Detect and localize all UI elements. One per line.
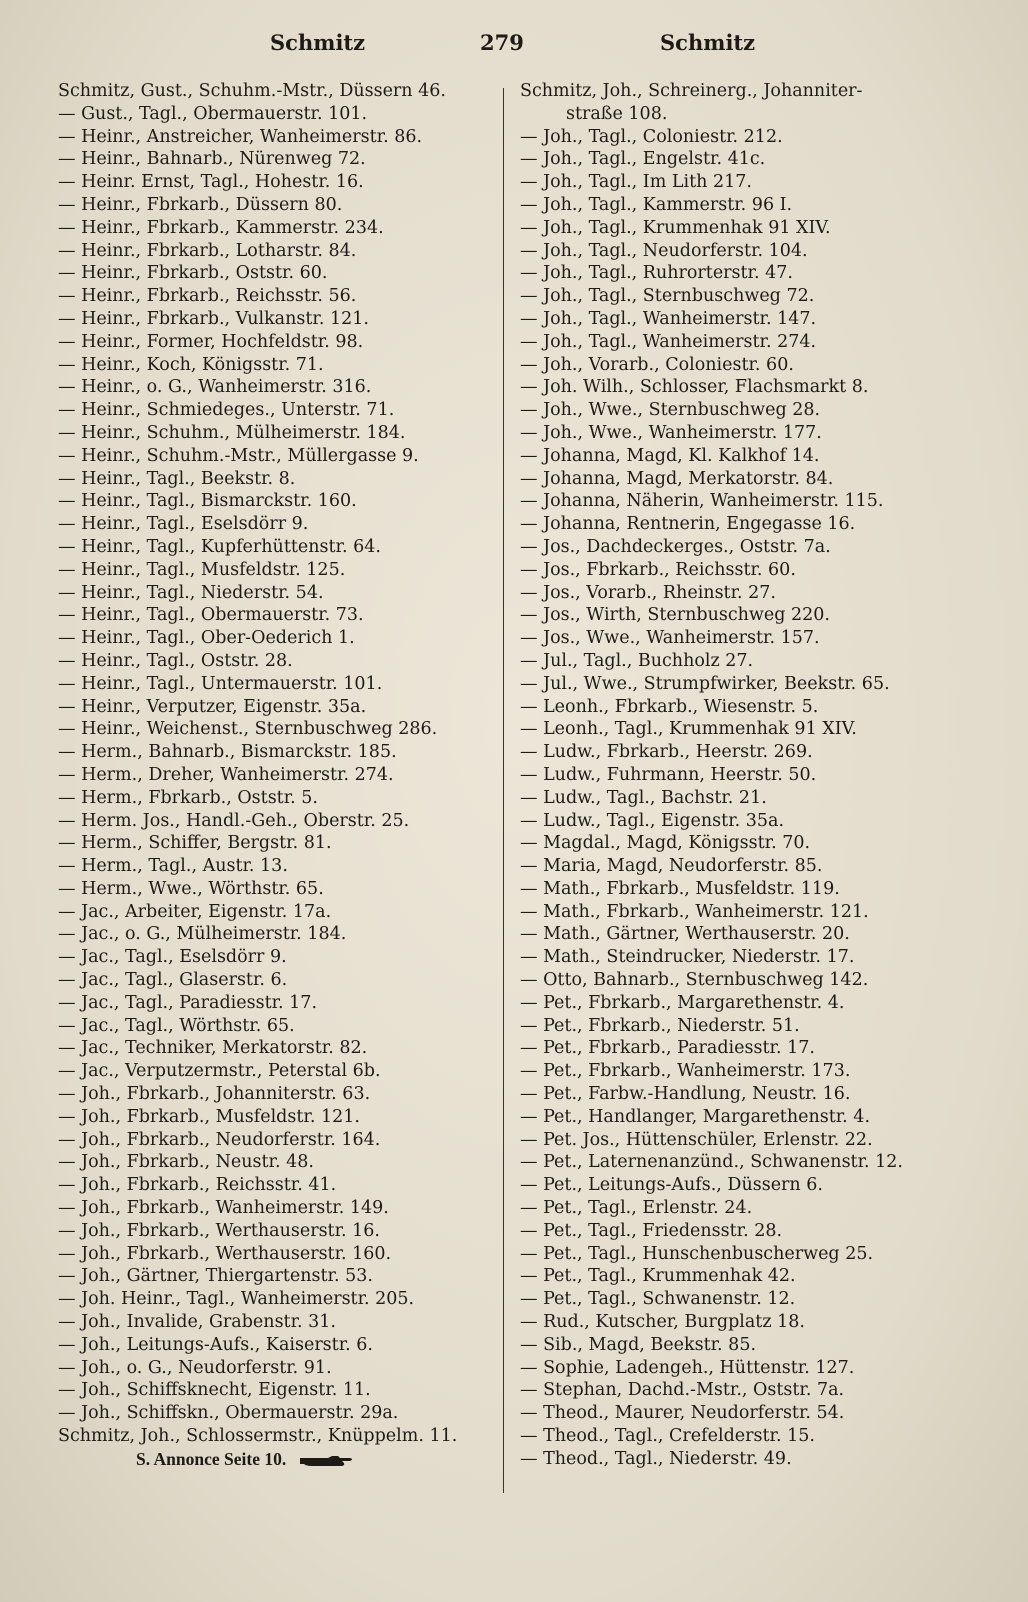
directory-entry: — Ludw., Tagl., Bachstr. 21. [520,787,767,808]
page-number: 279 [480,30,524,55]
directory-entry: — Pet., Fbrkarb., Paradiesstr. 17. [520,1038,815,1059]
directory-entry: — Heinr., Tagl., Obermauerstr. 73. [58,605,364,626]
directory-entry: — Jos., Vorarb., Rheinstr. 27. [520,582,776,603]
directory-entry: — Heinr. Ernst, Tagl., Hohestr. 16. [58,172,364,193]
directory-entry: — Joh., Tagl., Kammerstr. 96 I. [520,194,793,215]
directory-entry: — Joh., Fbrkarb., Musfeldstr. 121. [58,1106,360,1127]
directory-entry: — Joh., Fbrkarb., Werthauserstr. 16. [58,1220,380,1241]
directory-entry: — Herm., Schiffer, Bergstr. 81. [58,833,332,854]
directory-entry: — Joh., Fbrkarb., Johanniterstr. 63. [58,1084,371,1105]
directory-entry: — Heinr., Koch, Königsstr. 71. [58,354,324,375]
directory-entry: — Ludw., Fuhrmann, Heerstr. 50. [520,764,817,785]
directory-entry: — Heinr., Schmiedeges., Unterstr. 71. [58,400,395,421]
directory-entry: — Heinr., Former, Hochfeldstr. 98. [58,331,364,352]
directory-entry: — Joh., Fbrkarb., Reichsstr. 41. [58,1175,337,1196]
directory-entry: — Theod., Tagl., Niederstr. 49. [520,1448,792,1469]
directory-entry: — Otto, Bahnarb., Sternbuschweg 142. [520,970,869,991]
directory-entry: — Johanna, Rentnerin, Engegasse 16. [520,514,856,535]
directory-entry: — Jul., Tagl., Buchholz 27. [520,650,754,671]
directory-entry: — Joh., Schiffsknecht, Eigenstr. 11. [58,1380,371,1401]
directory-entry: — Johanna, Näherin, Wanheimerstr. 115. [520,491,884,512]
directory-entry: — Ludw., Fbrkarb., Heerstr. 269. [520,742,813,763]
directory-entry: — Heinr., Fbrkarb., Vulkanstr. 121. [58,308,369,329]
directory-entry: — Jac., Verputzermstr., Peterstal 6b. [58,1061,381,1082]
directory-entry: — Heinr., Tagl., Beekstr. 8. [58,468,296,489]
directory-entry: — Pet., Tagl., Erlenstr. 24. [520,1198,753,1219]
annonce-text: S. Annonce Seite 10. [136,1448,287,1469]
directory-entry: — Heinr., Verputzer, Eigenstr. 35a. [58,696,367,717]
directory-entry: — Joh., Schiffskn., Obermauerstr. 29a. [58,1403,399,1424]
directory-entry: — Joh., Fbrkarb., Neudorferstr. 164. [58,1129,381,1150]
directory-entry: — Joh., Vorarb., Coloniestr. 60. [520,354,794,375]
directory-entry: — Joh., Wwe., Sternbuschweg 28. [520,400,821,421]
directory-entry: — Jos., Wirth, Sternbuschweg 220. [520,605,830,626]
directory-entry: Schmitz, Gust., Schuhm.-Mstr., Düssern 46. [58,81,446,101]
pointing-hand-icon [298,1453,356,1469]
directory-entry: — Joh. Wilh., Schlosser, Flachsmarkt 8. [520,377,869,398]
directory-entry: — Jac., Tagl., Wörthstr. 65. [58,1015,295,1036]
directory-entry: Schmitz, Joh., Schreinerg., Johanniter- [520,81,863,101]
directory-entry: — Johanna, Magd, Kl. Kalkhof 14. [520,445,820,466]
directory-entry: — Theod., Tagl., Crefelderstr. 15. [520,1426,815,1447]
directory-entry: — Pet., Fbrkarb., Niederstr. 51. [520,1015,800,1036]
directory-entry: — Math., Fbrkarb., Wanheimerstr. 121. [520,901,869,922]
directory-entry: — Joh., Tagl., Engelstr. 41c. [520,149,766,170]
directory-entry: — Pet., Tagl., Krummenhak 42. [520,1266,796,1287]
directory-entry: — Pet., Leitungs-Aufs., Düssern 6. [520,1175,823,1196]
directory-entry: — Joh. Heinr., Tagl., Wanheimerstr. 205. [58,1289,415,1310]
directory-entry: — Magdal., Magd, Königsstr. 70. [520,833,811,854]
directory-entry: — Sophie, Ladengeh., Hüttenstr. 127. [520,1357,855,1378]
directory-entry: — Leonh., Tagl., Krummenhak 91 XIV. [520,719,857,740]
directory-entry: — Pet., Tagl., Schwanenstr. 12. [520,1289,796,1310]
directory-entry: — Pet. Jos., Hüttenschüler, Erlenstr. 22. [520,1129,873,1150]
directory-entry: — Rud., Kutscher, Burgplatz 18. [520,1312,805,1333]
directory-entry: — Heinr., Anstreicher, Wanheimerstr. 86. [58,126,423,147]
directory-entry: — Herm., Dreher, Wanheimerstr. 274. [58,764,394,785]
directory-entry: — Joh., Wwe., Wanheimerstr. 177. [520,422,822,443]
page-header [40,30,990,64]
directory-entry: — Heinr., Fbrkarb., Reichsstr. 56. [58,286,357,307]
directory-entry: — Joh., Leitungs-Aufs., Kaiserstr. 6. [58,1334,373,1355]
directory-entry: — Heinr., Tagl., Musfeldstr. 125. [58,559,346,580]
directory-entry: — Math., Fbrkarb., Musfeldstr. 119. [520,878,840,899]
annonce-note [58,1448,498,1471]
directory-entry: — Jos., Fbrkarb., Reichsstr. 60. [520,559,796,580]
directory-entry: — Ludw., Tagl., Eigenstr. 35a. [520,810,785,831]
directory-entry: — Heinr., Tagl., Bismarckstr. 160. [58,491,357,512]
directory-entry: — Heinr., Tagl., Untermauerstr. 101. [58,673,383,694]
directory-entry: — Pet., Fbrkarb., Wanheimerstr. 173. [520,1061,851,1082]
directory-entry: — Heinr., Tagl., Eselsdörr 9. [58,514,309,535]
directory-entry: — Joh., Tagl., Coloniestr. 212. [520,126,783,147]
directory-entry: — Joh., Tagl., Sternbuschweg 72. [520,286,815,307]
directory-entry: — Pet., Laternenanzünd., Schwanenstr. 12. [520,1152,903,1173]
directory-entry: — Pet., Fbrkarb., Margarethenstr. 4. [520,992,845,1013]
directory-entry: — Gust., Tagl., Obermauerstr. 101. [58,103,368,124]
directory-entry: — Jac., o. G., Mülheimerstr. 184. [58,924,347,945]
directory-entry: — Pet., Tagl., Friedensstr. 28. [520,1220,783,1241]
directory-entry: — Jac., Techniker, Merkatorstr. 82. [58,1038,368,1059]
directory-entry: — Pet., Tagl., Hunschenbuscherweg 25. [520,1243,874,1264]
directory-entry: — Heinr., Fbrkarb., Oststr. 60. [58,263,328,284]
directory-entry: — Herm., Bahnarb., Bismarckstr. 185. [58,742,397,763]
directory-entry: — Pet., Handlanger, Margarethenstr. 4. [520,1106,871,1127]
directory-entry: — Joh., Tagl., Ruhrorterstr. 47. [520,263,793,284]
left-column [58,80,498,1520]
directory-entry: — Heinr., Tagl., Oststr. 28. [58,650,293,671]
directory-entry: — Joh., Fbrkarb., Wanheimerstr. 149. [58,1198,389,1219]
directory-entry: — Jac., Tagl., Glaserstr. 6. [58,970,288,991]
directory-entry: — Heinr., Bahnarb., Nürenweg 72. [58,149,366,170]
directory-entry: — Maria, Magd, Neudorferstr. 85. [520,856,823,877]
directory-entry: — Heinr., Tagl., Kupferhüttenstr. 64. [58,536,381,557]
directory-entry: — Joh., Fbrkarb., Werthauserstr. 160. [58,1243,392,1264]
directory-entry: — Jos., Dachdeckerges., Oststr. 7a. [520,536,831,557]
directory-entry: — Heinr., Schuhm., Mülheimerstr. 184. [58,422,406,443]
directory-entry: — Heinr., Schuhm.-Mstr., Müllergasse 9. [58,445,419,466]
directory-entry: — Herm., Tagl., Austr. 13. [58,856,288,877]
directory-entry: — Stephan, Dachd.-Mstr., Oststr. 7a. [520,1380,845,1401]
directory-entry: — Jac., Tagl., Paradiesstr. 17. [58,992,318,1013]
directory-entry: — Theod., Maurer, Neudorferstr. 54. [520,1403,845,1424]
directory-entry: — Heinr., Fbrkarb., Kammerstr. 234. [58,217,384,238]
right-column [520,80,990,1520]
directory-entry: — Heinr., Fbrkarb., Düssern 80. [58,194,343,215]
directory-entry: — Math., Steindrucker, Niederstr. 17. [520,947,855,968]
directory-entry: — Joh., o. G., Neudorferstr. 91. [58,1357,332,1378]
header-right-name: Schmitz [660,30,756,55]
directory-entry: — Joh., Gärtner, Thiergartenstr. 53. [58,1266,373,1287]
directory-entry: — Sib., Magd, Beekstr. 85. [520,1334,757,1355]
directory-entry: — Joh., Tagl., Wanheimerstr. 147. [520,308,817,329]
directory-entry: — Joh., Tagl., Im Lith 217. [520,172,752,193]
directory-entry: — Joh., Fbrkarb., Neustr. 48. [58,1152,314,1173]
directory-entry: — Joh., Invalide, Grabenstr. 31. [58,1312,336,1333]
directory-entry: — Joh., Tagl., Krummenhak 91 XIV. [520,217,831,238]
directory-entry: — Jac., Arbeiter, Eigenstr. 17a. [58,901,332,922]
directory-entry: — Joh., Tagl., Wanheimerstr. 274. [520,331,817,352]
directory-entry: — Jac., Tagl., Eselsdörr 9. [58,947,287,968]
directory-entry: straße 108. [566,103,668,124]
directory-entry: — Jos., Wwe., Wanheimerstr. 157. [520,628,820,649]
directory-entry: — Herm. Jos., Handl.-Geh., Oberstr. 25. [58,810,410,831]
directory-entry: — Heinr., o. G., Wanheimerstr. 316. [58,377,372,398]
directory-entry: — Pet., Farbw.-Handlung, Neustr. 16. [520,1084,851,1105]
directory-entry: — Johanna, Magd, Merkatorstr. 84. [520,468,834,489]
directory-entry: — Joh., Tagl., Neudorferstr. 104. [520,240,808,261]
directory-entry: — Herm., Wwe., Wörthstr. 65. [58,878,324,899]
directory-entry: — Heinr., Weichenst., Sternbuschweg 286. [58,719,438,740]
directory-entry: — Heinr., Tagl., Niederstr. 54. [58,582,324,603]
directory-entry: — Leonh., Fbrkarb., Wiesenstr. 5. [520,696,819,717]
directory-entry: — Jul., Wwe., Strumpfwirker, Beekstr. 65. [520,673,890,694]
directory-entry: — Heinr., Fbrkarb., Lotharstr. 84. [58,240,357,261]
directory-entry: — Math., Gärtner, Werthauserstr. 20. [520,924,850,945]
directory-entry: — Heinr., Tagl., Ober-Oederich 1. [58,628,355,649]
directory-entry: — Herm., Fbrkarb., Oststr. 5. [58,787,318,808]
column-divider [503,88,504,1493]
directory-entry: Schmitz, Joh., Schlossermstr., Knüppelm. 11. [58,1426,458,1447]
header-left-name: Schmitz [270,30,366,55]
